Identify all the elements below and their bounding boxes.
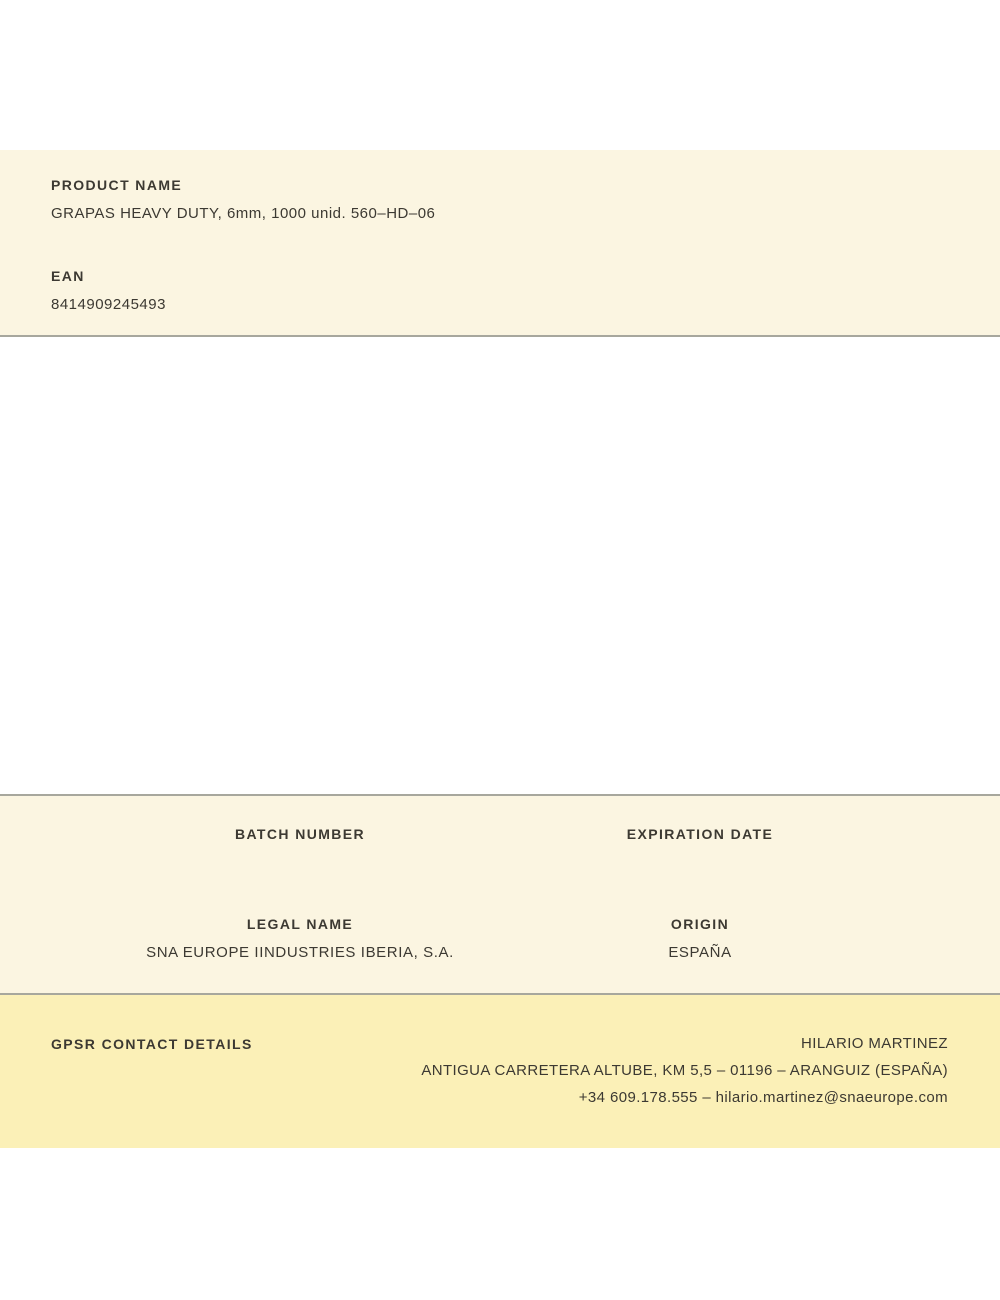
ean-value: 8414909245493 — [51, 296, 166, 313]
batch-legal-section — [0, 794, 1000, 995]
product-name-label: PRODUCT NAME — [51, 177, 183, 193]
contact-address: ANTIGUA CARRETERA ALTUBE, KM 5,5 – 01196 – ARANGUIZ (ESPAÑA) — [421, 1062, 948, 1079]
ean-label: EAN — [51, 268, 85, 284]
origin-column — [500, 916, 900, 961]
origin-label: ORIGIN — [670, 916, 730, 932]
legal-name-column — [100, 916, 500, 961]
origin-value: ESPAÑA — [668, 944, 732, 961]
batch-number-label: BATCH NUMBER — [234, 826, 366, 842]
gpsr-contact-lines — [253, 1036, 948, 1106]
batch-number-column — [100, 826, 500, 842]
legal-name-label: LEGAL NAME — [246, 916, 354, 932]
expiration-date-label: EXPIRATION DATE — [626, 826, 774, 842]
gpsr-contact-title: GPSR CONTACT DETAILS — [51, 1036, 253, 1052]
legal-name-value: SNA EUROPE IINDUSTRIES IBERIA, S.A. — [146, 944, 454, 961]
contact-phone-email: +34 609.178.555 – hilario.martinez@snaeurope.com — [578, 1089, 948, 1106]
product-name-field — [51, 177, 949, 222]
batch-grid — [100, 826, 900, 961]
product-info-section — [0, 150, 1000, 337]
gpsr-contact-section — [0, 995, 1000, 1148]
product-name-value: GRAPAS HEAVY DUTY, 6mm, 1000 unid. 560–HD–06 — [51, 205, 436, 222]
contact-name: HILARIO MARTINEZ — [801, 1035, 948, 1052]
expiration-date-column — [500, 826, 900, 842]
ean-field — [51, 268, 949, 313]
